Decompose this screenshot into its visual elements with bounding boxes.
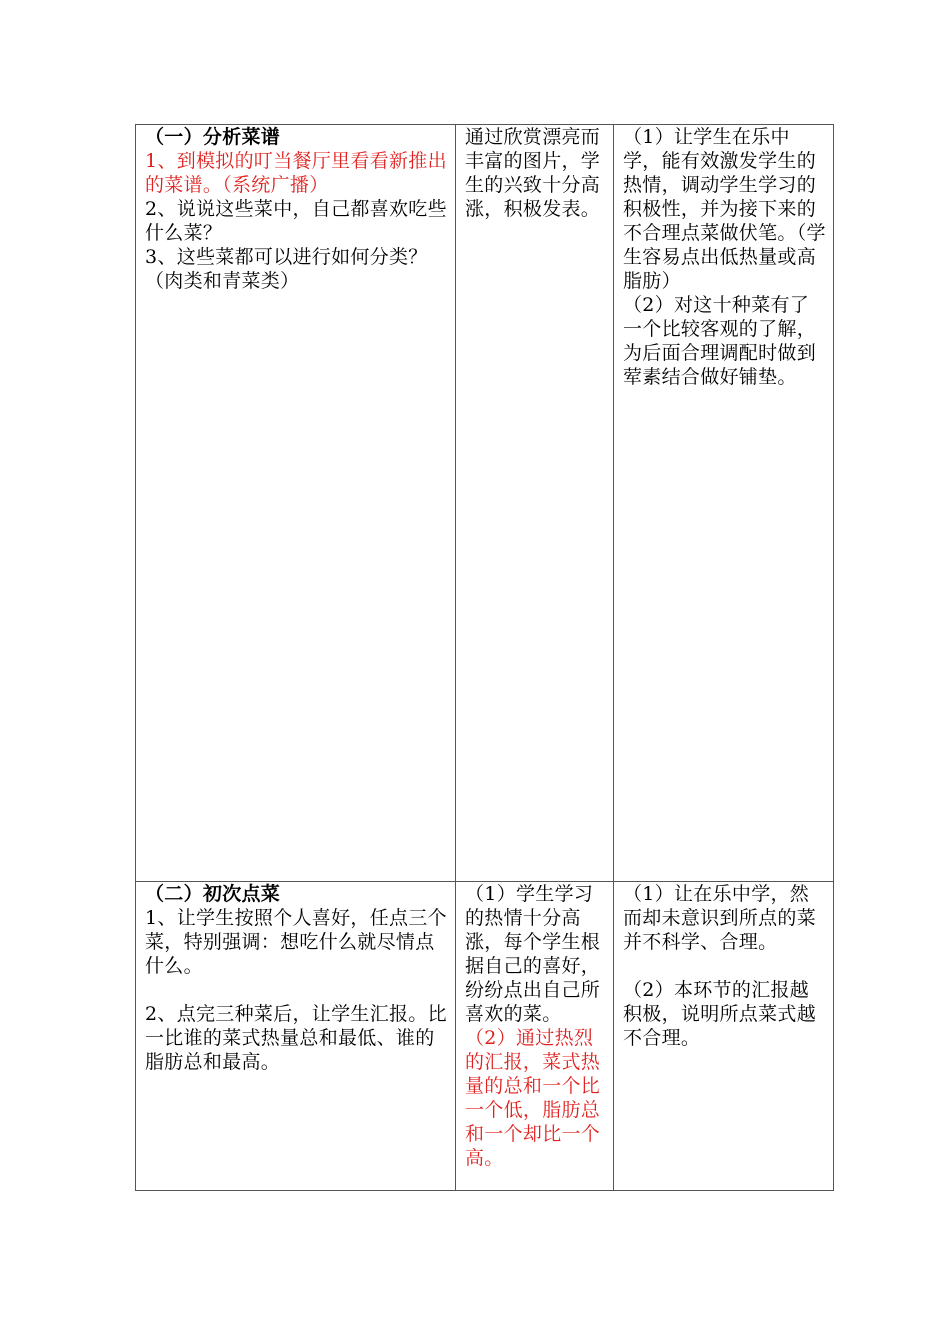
intent-text: （2）对这十种菜有了一个比较客观的了解，为后面合理调配时做到荤素结合做好铺垫。 (623, 294, 817, 388)
activity-step: 3、这些菜都可以进行如何分类？（肉类和青菜类） (145, 246, 428, 292)
paragraph-gap (145, 978, 449, 1002)
activity-step: 1、让学生按照个人喜好，任点三个菜，特别强调：想吃什么就尽情点什么。 (145, 907, 447, 977)
activity-cell (136, 882, 456, 1191)
lesson-plan-table (135, 124, 834, 1191)
design-intent-cell (614, 882, 834, 1191)
activity-step: 2、说说这些菜中，自己都喜欢吃些什么菜？ (145, 198, 447, 244)
section-heading: （二）初次点菜 (145, 883, 281, 905)
student-response-cell (456, 882, 614, 1191)
design-intent-cell (614, 125, 834, 882)
intent-text: （2）本环节的汇报越积极，说明所点菜式越不合理。 (623, 979, 817, 1049)
intent-text: （1）让在乐中学，然而却未意识到所点的菜并不科学、合理。 (623, 883, 817, 953)
activity-step: 2、点完三种菜后，让学生汇报。比一比谁的菜式热量总和最低、谁的脂肪总和最高。 (145, 1003, 447, 1073)
paragraph-gap (623, 954, 827, 978)
student-response-cell (456, 125, 614, 882)
response-text: （2）通过热烈的汇报，菜式热量的总和一个比一个低，脂肪总和一个却比一个高。 (465, 1027, 601, 1169)
table-row (136, 882, 834, 1191)
activity-cell (136, 125, 456, 882)
table-row (136, 125, 834, 882)
response-text: 通过欣赏漂亮而丰富的图片，学生的兴致十分高涨，积极发表。 (465, 126, 601, 220)
section-heading: （一）分析菜谱 (145, 126, 281, 148)
intent-text: （1）让学生在乐中学，能有效激发学生的热情，调动学生学习的积极性，并为接下来的不合理点菜做伏笔。（学生容易点出低热量或高脂肪） (623, 126, 826, 292)
activity-step: 1、到模拟的叮当餐厅里看看新推出的菜谱。（系统广播） (145, 150, 447, 196)
response-text: （1）学生学习的热情十分高涨，每个学生根据自己的喜好，纷纷点出自己所喜欢的菜。 (465, 883, 601, 1025)
